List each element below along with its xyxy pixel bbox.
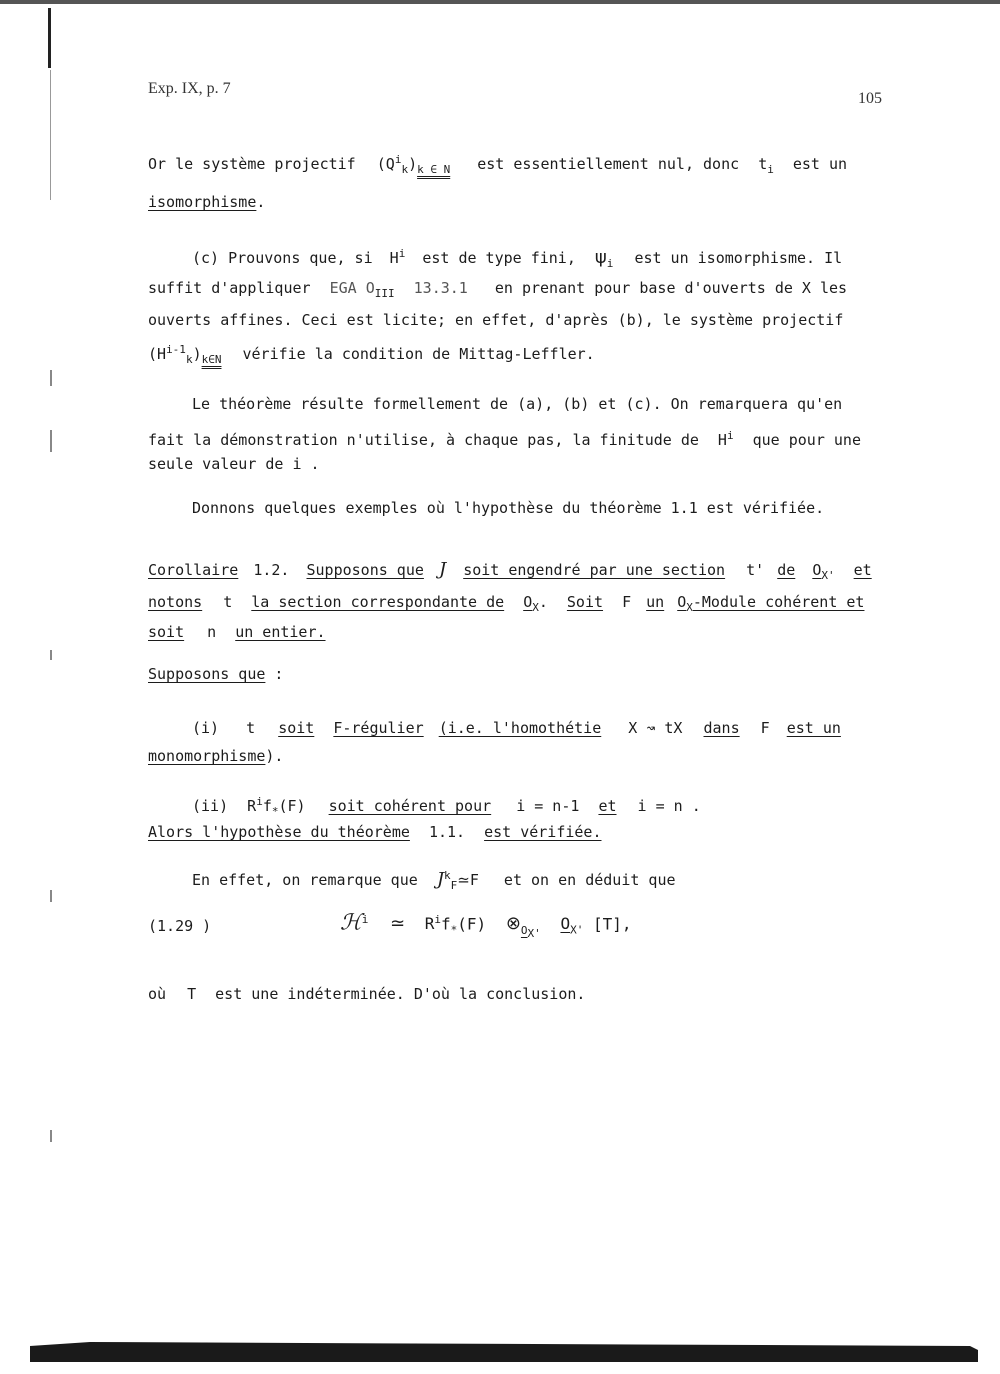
conclusion-line: où T est une indéterminée. D'où la conclusion. xyxy=(148,985,586,1003)
scan-left-mark xyxy=(48,8,51,68)
scan-tick xyxy=(50,370,52,386)
paragraph-1-line-2: isomorphisme. xyxy=(148,193,266,211)
paragraph-4: Donnons quelques exemples où l'hypothèse du théorème 1.1 est vérifiée. xyxy=(192,499,825,517)
paragraph-2-line-2: suffit d'appliquer EGA $O_{III}$ 13.3.1 en prenant pour base d'ouverts de X les xyxy=(148,279,848,300)
scan-tick xyxy=(50,650,52,660)
scan-bottom-edge xyxy=(30,1336,978,1362)
paragraph-2-line-4: $(H^{i-1}_k)_{k\in N}$ vérifie la condition de Mittag-Leffler. xyxy=(148,343,595,366)
paragraph-3-line-1: Le théorème résulte formellement de (a), (b) et (c). On remarquera qu'en xyxy=(192,395,843,413)
corollary-line-1: Corollaire 1.2. Supposons que J soit engendré par une section t' de $O_{X'}$ et xyxy=(148,559,872,582)
alors-line: Alors l'hypothèse du théorème 1.1. est vérifiée. xyxy=(148,823,602,841)
paragraph-1-line-1: Or le système projectif $(Q^i_k)_{k \in N}$ est essentiellement nul, donc $t_i$ est un xyxy=(148,153,848,176)
condition-ii: (ii) $R^if_*(F)$ soit cohérent pour i = n-1 et i = n . xyxy=(192,795,701,818)
paragraph-3-line-3: seule valeur de i . xyxy=(148,455,320,473)
running-header: Exp. IX, p. 7 xyxy=(148,80,231,97)
equation-label: (1.29 ) xyxy=(148,917,212,935)
condition-i-line-2: monomorphisme). xyxy=(148,747,284,765)
scan-left-line xyxy=(50,70,51,200)
page-number: 105 xyxy=(858,90,882,107)
scan-tick xyxy=(50,1130,52,1142)
supposons-que: Supposons que : xyxy=(148,665,284,683)
scan-tick xyxy=(50,890,52,902)
paragraph-2-line-1: (c) Prouvons que, si $H^i$ est de type fini, $\psi_i$ est un isomorphisme. Il xyxy=(192,247,843,270)
equation-1-29: ℋ$^i$ ≃ $R^if_*(F)$ $\otimes_{O_{X'}}$ $O_{X'}$ [T], xyxy=(340,910,632,940)
corollary-line-3: soit n un entier. xyxy=(148,623,326,641)
paragraph-2-line-3: ouverts affines. Ceci est licite; en effet, d'après (b), le système projectif xyxy=(148,311,844,329)
scan-top-edge xyxy=(0,0,1000,4)
condition-i-line-1: (i) t soit F-régulier (i.e. l'homothétie X ↝ tX dans F est un xyxy=(192,719,841,737)
en-effet-line: En effet, on remarque que $J^k_F≃F$ et on en déduit que xyxy=(192,869,676,892)
scan-tick xyxy=(50,430,52,452)
corollary-line-2: notons t la section correspondante de $O_X$. Soit F un $O_X$-Module cohérent et xyxy=(148,593,865,614)
paragraph-3-line-2: fait la démonstration n'utilise, à chaque pas, la finitude de $H^i$ que pour une xyxy=(148,429,861,449)
